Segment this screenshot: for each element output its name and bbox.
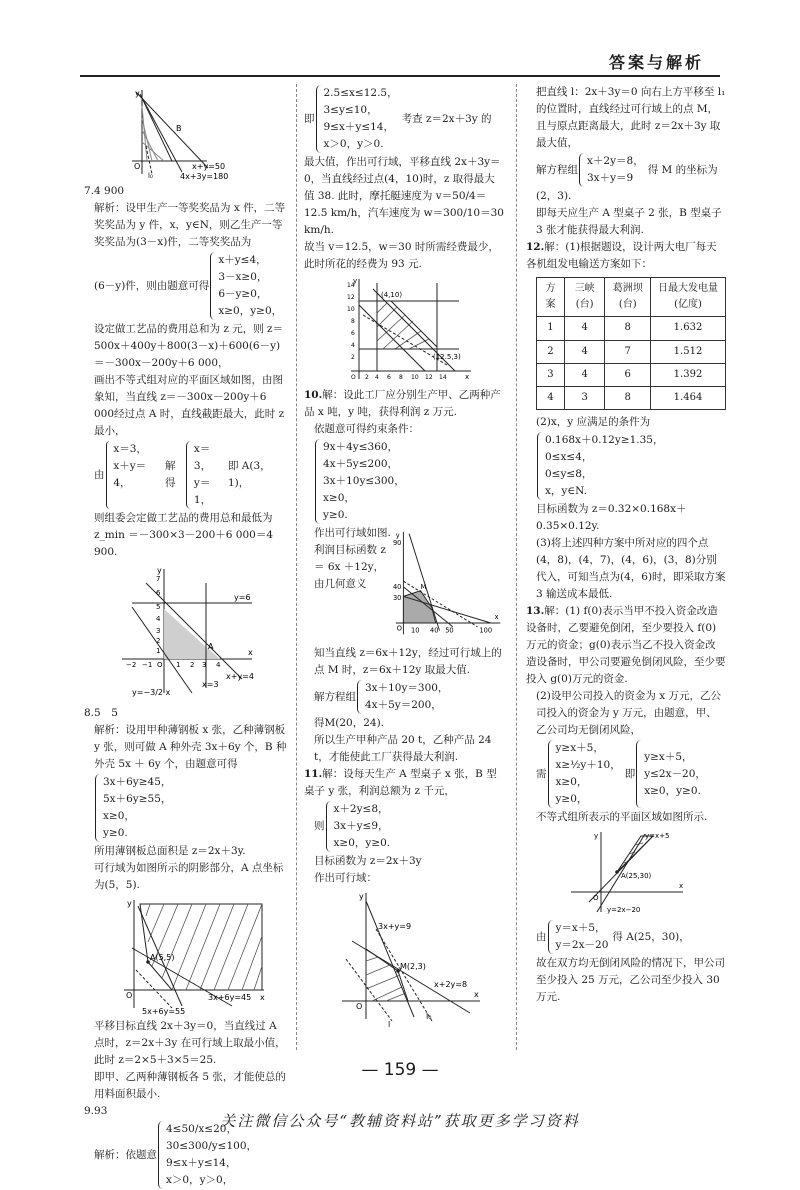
table-cell: 4: [537, 386, 565, 409]
equation-system: [84, 252, 289, 320]
graph-label: x: [494, 613, 499, 622]
question-9-text: 最大值，作出可行域，平移直线 2x＋3y＝0，当直线经过点(4，10)时，z 取得最大值 38. 此时，摩托艇速度为 v＝50/4＝12.5 km/h，汽车速度为 w＝300/10＝30 km/h.: [304, 156, 504, 236]
system-line: y≥x＋5，: [555, 742, 604, 755]
question-13-head: 13.: [526, 605, 545, 618]
question-7-text: 画出不等式组对应的平面区域如图，由图象知，当直线 z＝－300x－200y＋6 000经过点 A 时，直线截距最大，此时 z 最小，: [94, 374, 285, 437]
graph-label: 3x+6y=45: [207, 993, 251, 1002]
tick-label: 10: [410, 626, 420, 635]
graph-label: B: [175, 124, 181, 133]
graph-label: O: [593, 894, 599, 903]
system-prefix: 解方程组: [314, 690, 356, 703]
table-header-row: [537, 278, 726, 317]
question-8-text: 所用薄钢板总面积是 z＝2x＋3y.: [94, 845, 246, 857]
table-cell: 6: [605, 363, 651, 386]
system-line: 6－y≥0，: [218, 288, 268, 300]
graph-label: y: [126, 899, 132, 908]
table-header: 三峡(台): [564, 278, 605, 317]
equation-system: [526, 432, 726, 500]
feasible-region: [403, 591, 435, 623]
table-cell: 3: [564, 386, 605, 409]
question-10-text: 作出可行域如图. 利润目标函数 z ＝ 6x ＋12y，由几何意义: [314, 527, 391, 590]
feasible-region: [164, 609, 220, 659]
question-12-text: (2)x，y 应满足的条件为: [536, 416, 651, 429]
table-cell: 8: [605, 386, 651, 409]
table-row: [537, 386, 726, 409]
system-connector: 解得: [165, 460, 176, 489]
equation-system: [304, 85, 504, 153]
graph-label: y: [353, 277, 358, 285]
tick-label: 6: [351, 330, 355, 337]
feasible-region: [366, 949, 408, 1001]
question-10-text: [304, 387, 504, 421]
graph-label: l: [387, 1020, 390, 1029]
question-11-text: 把直线 l：2x＋3y＝0 向右上方平移至 l₁ 的位置时，直线经过可行域上的点 M，且与原点距离最大，此时 z＝2x＋3y 取最大值，: [536, 86, 726, 149]
question-10-line: 解：设此工厂应分别生产甲、乙两种产品 x 吨，y 吨，获得利润 z 万元.: [304, 389, 501, 418]
system-line: y＝1，: [193, 477, 212, 506]
system-line: y≥0，: [555, 793, 588, 806]
graph-label: x: [259, 993, 265, 1002]
system-suffix: 即 A(3，1)，: [227, 460, 271, 489]
system-line: y≥x＋5，: [644, 750, 693, 763]
question-10-text: 所以生产甲种产品 20 t，乙种产品 24 t，才能使此工厂获得最大利润.: [314, 734, 492, 763]
system-line: 0.168x＋0.12y≥1.35，: [545, 434, 664, 447]
graph-label: A(25,30): [621, 872, 652, 881]
graph-q9: [329, 275, 479, 385]
table-header: 日最大发电量(亿度): [651, 278, 726, 317]
system-prefix: 由: [536, 930, 547, 943]
table-cell: 1: [537, 317, 565, 340]
graph-label: l₀: [425, 1012, 431, 1021]
column-divider: [516, 84, 518, 1050]
tick-label: 7: [155, 575, 160, 583]
graph-q8: [102, 896, 272, 1016]
question-10-text: 得M(20，24).: [314, 717, 385, 729]
equation-system: [304, 801, 504, 852]
graph-label: O: [133, 162, 140, 171]
graph-q6: [112, 86, 262, 181]
graph-label: (4,10): [381, 291, 403, 299]
tick-label: O: [156, 661, 163, 669]
system-line: 3≤y≤10，: [323, 104, 378, 116]
system-prefix: 由: [94, 468, 105, 481]
system-line: x≥0，y≥0.: [333, 837, 391, 849]
system-line: 4≤50/x≤20，: [166, 1123, 237, 1135]
tick-label: −1: [141, 661, 152, 669]
table-cell: 4: [564, 317, 605, 340]
tick-label: 4: [351, 342, 355, 349]
objective-line: [136, 970, 172, 1008]
system-line: x≥0，: [103, 810, 135, 822]
graph-label: A(5,5): [149, 953, 174, 962]
graph-label: x=3: [201, 680, 219, 689]
table-cell: 2: [537, 340, 565, 363]
question-12-text: (3)将上述四种方案中所对应的四个点(4，8)，(4，7)，(4，6)，(3，8)分别代入，可知当点为(4，6)时，即采取方案 3 输送成本最低.: [536, 537, 726, 601]
system-line: 30≤300/y≤100，: [166, 1140, 258, 1152]
system-line: 9≤x＋y≤14，: [323, 121, 394, 133]
system-line: x＞0，y＞0.: [323, 138, 384, 150]
system-line: x＋y＝4，: [113, 460, 147, 489]
equation-system: [304, 680, 504, 714]
table-cell: 1.632: [651, 317, 726, 340]
equation-system: [84, 441, 289, 509]
table-cell: 4: [564, 363, 605, 386]
graph-label: y: [395, 531, 400, 540]
question-10-text: 依题意可得约束条件：: [314, 423, 419, 435]
question-8-head: 8.5 5: [84, 707, 118, 719]
header-rule: [80, 75, 720, 77]
graph-label: O: [125, 991, 132, 1000]
graph-label: 3x+y=9: [377, 922, 411, 931]
tick-label: O: [351, 374, 356, 381]
system-line: x≥½y＋10，: [555, 759, 621, 772]
tick-label: 4: [375, 374, 379, 381]
question-8-text: 即甲、乙两种薄钢板各 5 张，才能使总的用料面积最小.: [94, 1071, 286, 1100]
graph-label: x+2y=8: [433, 980, 467, 989]
system-line: y＝x＋5，: [555, 922, 606, 935]
tick-label: 50: [445, 626, 454, 635]
system-prefix: (6－y)件，则由题意可得: [94, 279, 210, 292]
equation-system: [84, 774, 289, 842]
tick-label: 1: [175, 661, 180, 669]
system-line: x＝3，: [113, 443, 147, 455]
column-right: [526, 84, 726, 1006]
system-line: x＞0，y＞0，: [166, 1174, 234, 1186]
graph-label: M: [420, 582, 427, 591]
system-line: 9≤x＋y≤14，: [166, 1157, 237, 1169]
system-line: x≥0，: [555, 776, 588, 789]
equation-system: [526, 740, 726, 808]
system-line: 4x＋5y＝200，: [365, 699, 442, 711]
table-cell: 1.512: [651, 340, 726, 363]
tick-label: 8: [351, 318, 355, 325]
question-8-text: 平移目标直线 2x＋3y＝0，当直线过 A 点时，z＝2x＋3y 在可行域上取最小值，此时 z＝2×5＋3×5＝25.: [94, 1020, 286, 1066]
graph-q10: [392, 525, 504, 645]
page-number: — 159 —: [361, 1060, 439, 1080]
question-13-text: [526, 603, 726, 688]
system-line: y≥0.: [103, 827, 128, 839]
question-7-head: 7.4 900: [84, 185, 125, 197]
column-divider: [296, 84, 298, 1050]
tick-label: 2: [155, 637, 160, 645]
graph-label: A: [207, 642, 213, 651]
graph-label: M(2,3): [399, 962, 426, 971]
tick-label: 1: [155, 647, 160, 655]
tick-label: 5: [155, 603, 160, 611]
plan-table: [536, 277, 726, 410]
tick-label: O: [396, 624, 402, 633]
header-title: 答案与解析: [608, 53, 704, 72]
graph-label: (12.5,3): [433, 353, 461, 361]
tick-label: 4: [215, 661, 220, 669]
question-13-text: (2)设甲公司投入的资金为 x 万元，乙公司投入的资金为 y 万元，由题意，甲、乙公司均无倒闭风险，: [536, 690, 721, 737]
column-left: [84, 84, 289, 1190]
tick-label: 4: [155, 615, 160, 623]
system-line: 0≤x≤4，: [545, 451, 593, 464]
table-cell: 8: [605, 317, 651, 340]
graph-label: 5x+6y=55: [141, 1007, 185, 1016]
table-cell: 7: [605, 340, 651, 363]
system-prefix: 需: [536, 767, 547, 780]
system-line: x，y∈N.: [545, 485, 587, 498]
equation-system: [526, 153, 726, 187]
tick-label: 8: [399, 374, 403, 381]
system-prefix: 则: [314, 820, 325, 832]
tick-label: 3: [201, 661, 206, 669]
point-a: [615, 870, 619, 874]
graph-label: 4x+3y=180: [179, 172, 228, 181]
graph-label: x: [465, 373, 470, 381]
graph-label: x: [247, 648, 253, 657]
table-cell: 3: [537, 363, 565, 386]
column-middle: [304, 84, 504, 1031]
graph-label: y=6: [233, 593, 251, 602]
system-line: y≥0.: [323, 509, 348, 521]
tick-label: 14: [347, 282, 355, 289]
line-4x-plus-3y-180: [140, 94, 182, 172]
line-l1: [376, 929, 432, 1021]
question-9-head: 9.93: [84, 1105, 108, 1117]
system-suffix: 得 M 的坐标为: [647, 163, 718, 176]
system-line: 3x＋6y≥45，: [103, 776, 172, 788]
system-prefix: 解方程组: [536, 163, 578, 176]
tick-label: 12: [425, 374, 433, 381]
question-12-text: 目标函数为 z＝0.32×0.168x＋0.35×0.12y.: [536, 503, 687, 533]
system-prefix: 即: [304, 112, 315, 125]
graph-label: y: [594, 832, 599, 841]
graph-q13: [561, 828, 691, 918]
graph-label: x: [679, 882, 684, 891]
question-13-line: 解：(1) f(0)表示当甲不投入资金改造设备时，乙要避免倒闭，至少要投入 f(0)万元的资金；g(0)表示当乙不投入资金改造设备时，甲公司要避免倒闭风险，至少要投入 g(0)万元的资金.: [526, 605, 726, 686]
question-9-text: 故当 v＝12.5，w＝30 时所需经费最少，此时所花的经费为 93 元.: [304, 241, 499, 270]
tick-label: −2: [125, 661, 136, 669]
graph-label: l₀: [147, 172, 153, 180]
graph-q11: [322, 889, 487, 1029]
tick-label: 10: [411, 374, 419, 381]
system-line: y＝2x－20: [555, 939, 609, 952]
graph-label: y: [156, 566, 162, 575]
system-line: 3x＋y＝9: [587, 172, 634, 184]
table-row: [537, 363, 726, 386]
system-line: 3x＋10y≤300，: [323, 475, 405, 487]
tick-label: 14: [439, 374, 447, 381]
system-line: y≤2x－20，: [644, 767, 706, 780]
table-header: 葛洲坝(台): [605, 278, 651, 317]
graph-label: x+y=50: [191, 162, 225, 171]
question-12-head: 12.: [526, 241, 545, 253]
system-line: x＋2y≤8，: [333, 803, 389, 815]
graph-label: y: [134, 89, 140, 98]
question-13-text: 不等式组所表示的平面区域如图所示.: [536, 811, 708, 824]
question-7-text: 解析：设甲生产一等奖奖品为 x 件，二等奖奖品为 y 件，x，y∈N，则乙生产一等奖奖品为(3－x)件，二等奖奖品为: [94, 202, 286, 248]
q10-figure-row: [304, 525, 504, 645]
feasible-region: [377, 301, 437, 349]
tick-label: 2: [365, 374, 369, 381]
question-11-head: 11.: [304, 768, 323, 780]
tick-label: 3: [155, 627, 160, 635]
graph-label: x: [473, 990, 479, 999]
system-line: x≥0，: [323, 492, 355, 504]
system-line: x＝3，: [193, 443, 212, 472]
question-7-text: 设定做工艺品的费用总和为 z 元，则 z＝500x＋400y＋800(3－x)＋600(6－y)＝－300x－200y＋6 000，: [94, 323, 284, 369]
question-8-text: 可行域为如图所示的阴影部分，A 点坐标为(5，5).: [94, 862, 284, 891]
footer-note: 关注微信公众号“教辅资料站”获取更多学习资料: [220, 1112, 580, 1130]
system-prefix: 解析：依题意: [94, 1148, 157, 1161]
system-line: 3x＋y≤9，: [333, 820, 389, 832]
system-line: 3－x≥0，: [218, 271, 268, 283]
tick-label: 30: [392, 594, 402, 603]
tick-label: 10: [347, 306, 355, 313]
question-11-text: (2，3).: [536, 190, 572, 202]
question-10-text: 知当直线 z＝6x＋12y，经过可行域上的点 M 时，z＝6x＋12y 取最大值.: [314, 647, 502, 676]
question-12-line: 解：(1)根据题设，设计两大电厂每天各机组发电输送方案如下：: [526, 241, 717, 270]
table-header: 方案: [537, 278, 565, 317]
system-line: x≥0，y≥0.: [644, 784, 701, 797]
system-line: x≥0，y≥0，: [218, 305, 283, 317]
system-line: x＋y≤4，: [218, 254, 267, 266]
table-cell: 1.392: [651, 363, 726, 386]
tick-label: 2: [189, 661, 194, 669]
question-11-line: 解：设每天生产 A 型桌子 x 张，B 型桌子 y 张，利润总额为 z 千元，: [304, 768, 497, 797]
system-line: 2.5≤x≤12.5，: [323, 87, 398, 99]
graph-q7: [102, 563, 272, 703]
question-12-text: [526, 239, 726, 273]
equation-system: [526, 920, 726, 954]
line-l: [346, 959, 392, 1021]
system-line: 0≤y≤8，: [545, 468, 593, 481]
line-x-plus-2y-8: [352, 941, 470, 1013]
graph-label: y=2x−20: [607, 906, 641, 915]
tick-label: 90: [392, 539, 402, 548]
question-7-text: 则组委会定做工艺品的费用总和最低为 z_min ＝－300×3－200＋6 000＝4 900.: [94, 512, 273, 558]
question-11-text: 作出可行域：: [314, 872, 377, 884]
question-11-text: 目标函数为 z＝2x＋3y: [314, 855, 422, 867]
graph-label: O: [355, 1002, 362, 1011]
tick-label: 12: [347, 294, 355, 301]
system-line: 5x＋6y≥55，: [103, 793, 172, 805]
system-suffix: 考查 z＝2x＋3y 的: [401, 112, 492, 125]
system-suffix: 得 A(25，30)，: [612, 930, 690, 943]
tick-label: 100: [479, 626, 492, 635]
table-cell: 4: [564, 340, 605, 363]
question-10-head: 10.: [304, 389, 323, 401]
question-11-text: [304, 766, 504, 800]
system-line: 4x＋5y≤200，: [323, 458, 399, 470]
system-line: x＋2y＝8，: [587, 155, 644, 167]
tick-label: 6: [387, 374, 391, 381]
table-cell: 1.464: [651, 386, 726, 409]
tick-label: 40: [392, 582, 402, 591]
question-11-text: 即每天应生产 A 型桌子 2 张，B 型桌子 3 张才能获得最大利润.: [536, 207, 722, 236]
tick-label: 2: [351, 354, 355, 361]
graph-label: x+y=4: [225, 672, 254, 681]
tick-label: 40: [429, 626, 439, 635]
system-connector: 即: [624, 767, 636, 780]
table-row: [537, 317, 726, 340]
equation-system: [304, 439, 504, 524]
graph-label: y: [358, 892, 364, 901]
graph-label: y=−3/2 x: [131, 688, 170, 697]
system-line: 3x＋10y＝300，: [365, 682, 449, 694]
question-8-text: 解析：设用甲种薄钢板 x 张，乙种薄钢板 y 张，则可做 A 种外壳 3x＋6y 个，B 种外壳 5x ＋ 6y 个，由题意可得: [94, 724, 287, 770]
graph-label: y=x+5: [645, 832, 670, 841]
tick-label: 6: [155, 589, 160, 597]
table-row: [537, 340, 726, 363]
question-13-text: 故在双方均无倒闭风险的情况下，甲公司至少投入 25 万元，乙公司至少投入 30 万元.: [536, 957, 725, 1004]
system-line: 9x＋4y≤360，: [323, 441, 399, 453]
equation-system: [84, 1121, 289, 1189]
